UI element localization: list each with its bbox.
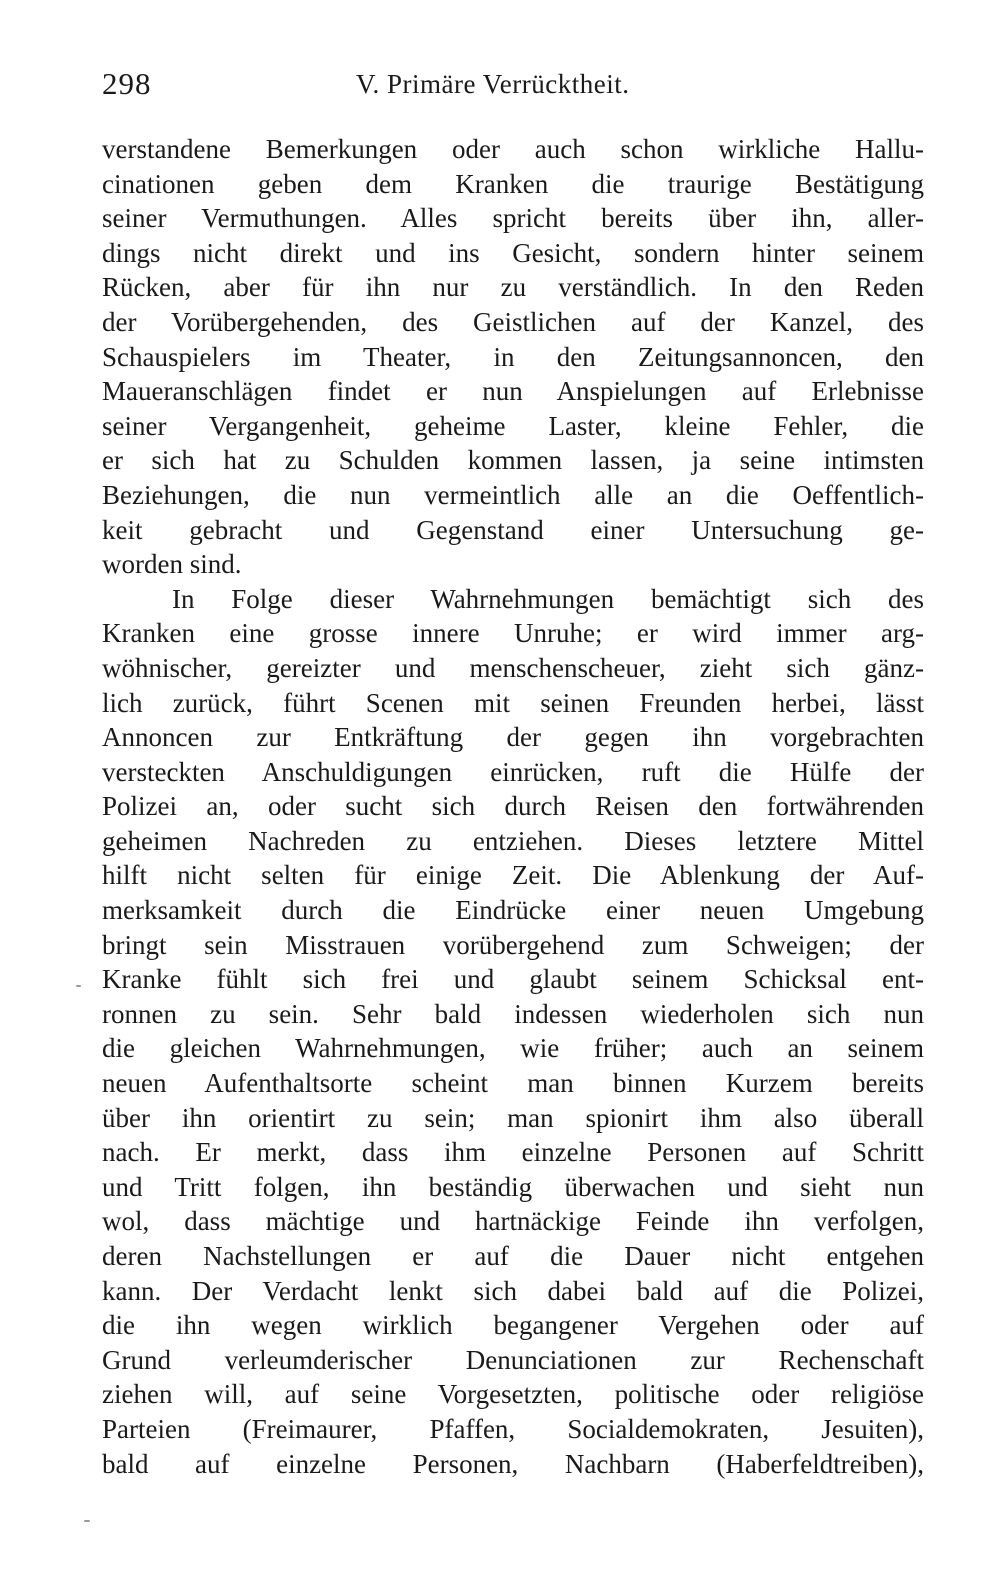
text-line: die ihn wegen wirklich begangener Vergehen oder auf xyxy=(102,1310,924,1341)
text-line: der Vorübergehenden, des Geistlichen auf der Kanzel, des xyxy=(102,306,924,337)
text-line: keit gebracht und Gegenstand einer Untersuchung ge- xyxy=(102,514,924,545)
text-line: bald auf einzelne Personen, Nachbarn (Haberfeldtreiben), xyxy=(102,1448,924,1479)
text-line: und Tritt folgen, ihn beständig überwachen und sieht nun xyxy=(102,1171,924,1202)
paragraph-2 xyxy=(102,582,924,1481)
text-line: wol, dass mächtige und hartnäckige Feinde ihn verfolgen, xyxy=(102,1206,924,1237)
text-line: deren Nachstellungen er auf die Dauer nicht entgehen xyxy=(102,1241,924,1271)
scan-speck xyxy=(84,1520,90,1522)
text-line: merksamkeit durch die Eindrücke einer neuen Umgebung xyxy=(102,895,924,926)
text-line: geheimen Nachreden zu entziehen. Dieses letztere Mittel xyxy=(102,825,924,856)
text-line: seiner Vermuthungen. Alles spricht bereits über ihn, aller- xyxy=(102,203,924,234)
text-line: ziehen will, auf seine Vorgesetzten, politische oder religiöse xyxy=(102,1379,924,1410)
text-line: kann. Der Verdacht lenkt sich dabei bald auf die Polizei, xyxy=(102,1275,924,1306)
text-line: Kranke fühlt sich frei und glaubt seinem Schicksal ent- xyxy=(102,964,924,995)
text-line: er sich hat zu Schulden kommen lassen, ja seine intimsten xyxy=(102,445,924,476)
paragraph-1 xyxy=(102,132,924,582)
text-line: versteckten Anschuldigungen einrücken, ruft die Hülfe der xyxy=(102,756,924,787)
text-line: Schauspielers im Theater, in den Zeitungsannoncen, den xyxy=(102,341,924,372)
page-header xyxy=(102,66,922,106)
text-line: verstandene Bemerkungen oder auch schon wirkliche Hallu- xyxy=(102,134,924,164)
text-line: Grund verleumderischer Denunciationen zur Rechenschaft xyxy=(102,1344,924,1375)
text-line: lich zurück, führt Scenen mit seinen Freunden herbei, lässt xyxy=(102,687,924,718)
text-line: Annoncen zur Entkräftung der gegen ihn vorgebrachten xyxy=(102,722,924,753)
page-number: 298 xyxy=(102,66,152,101)
text-line: In Folge dieser Wahrnehmungen bemächtigt sich des xyxy=(172,583,924,614)
running-head: V. Primäre Verrücktheit. xyxy=(356,69,630,99)
text-line: Parteien (Freimaurer, Pfaffen, Socialdemokraten, Jesuiten), xyxy=(102,1413,924,1444)
text-line: Kranken eine grosse innere Unruhe; er wird immer arg- xyxy=(102,618,924,649)
text-line: hilft nicht selten für einige Zeit. Die Ablenkung der Auf- xyxy=(102,860,924,891)
text-line: neuen Aufenthaltsorte scheint man binnen Kurzem bereits xyxy=(102,1068,924,1099)
text-line: cinationen geben dem Kranken die traurige Bestätigung xyxy=(102,168,924,199)
text-line: nach. Er merkt, dass ihm einzelne Personen auf Schritt xyxy=(102,1137,924,1168)
text-line: bringt sein Misstrauen vorübergehend zum Schweigen; der xyxy=(102,929,924,960)
text-line: ronnen zu sein. Sehr bald indessen wiederholen sich nun xyxy=(102,998,924,1029)
text-line: die gleichen Wahrnehmungen, wie früher; auch an seinem xyxy=(102,1033,924,1064)
text-line: seiner Vergangenheit, geheime Laster, kleine Fehler, die xyxy=(102,410,924,441)
text-line: Beziehungen, die nun vermeintlich alle an die Oeffentlich- xyxy=(102,479,924,510)
text-line: dings nicht direkt und ins Gesicht, sondern hinter seinem xyxy=(102,237,924,268)
text-line: worden sind. xyxy=(102,549,242,580)
text-line: wöhnischer, gereizter und menschenscheuer, zieht sich gänz- xyxy=(102,652,924,683)
text-line: Maueranschlägen findet er nun Anspielungen auf Erlebnisse xyxy=(102,376,924,407)
text-line: Polizei an, oder sucht sich durch Reisen den fortwährenden xyxy=(102,791,924,822)
page-body xyxy=(102,132,924,1481)
text-line: über ihn orientirt zu sein; man spionirt ihm also überall xyxy=(102,1102,924,1133)
text-line: Rücken, aber für ihn nur zu verständlich. In den Reden xyxy=(102,272,924,303)
scan-speck xyxy=(76,985,81,987)
